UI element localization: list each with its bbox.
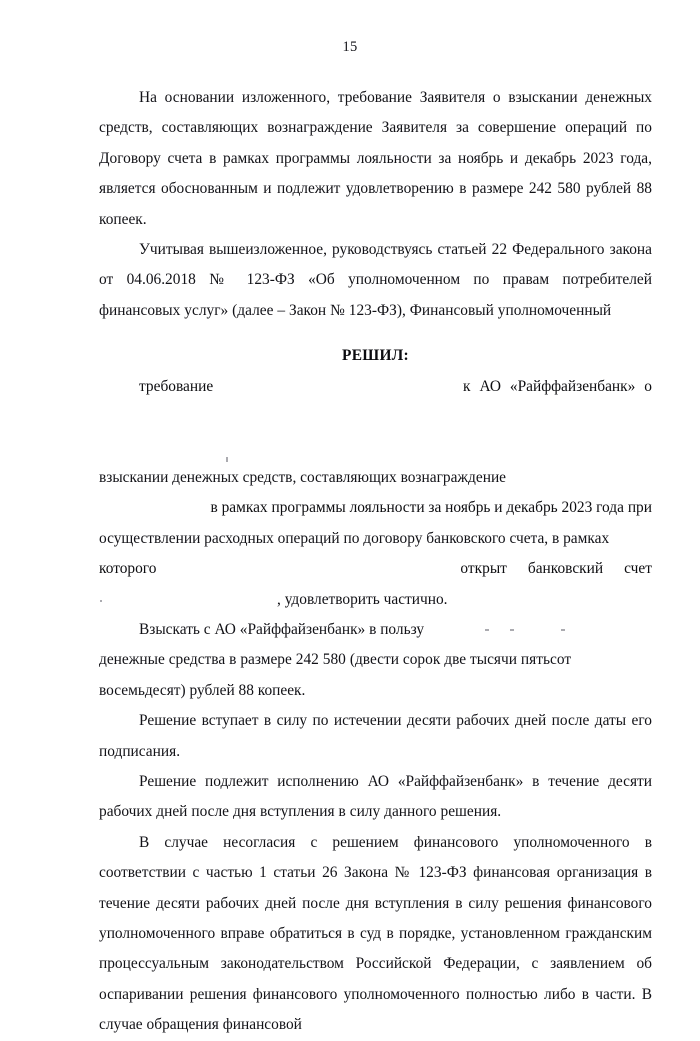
ruling-line-3 [99, 493, 652, 523]
heading-resolved: РЕШИЛ: [342, 347, 409, 365]
ruling-word-bank: «Райффайзенбанк» [509, 377, 636, 395]
ruling-line-6-text: , удовлетворить частично. [277, 590, 448, 608]
heading-spacer [99, 326, 652, 341]
recovery-amount-tail: восемьдесят) рублей 88 копеек. [99, 681, 306, 699]
ruling-line-1 [99, 372, 652, 463]
ruling-word-requirement: требование [139, 377, 214, 395]
redaction-speck [485, 629, 489, 631]
ruling-line-2: взыскании денежных средств, составляющих вознаграждение [99, 468, 507, 486]
paragraph-conclusion-amount: На основании изложенного, требование Заявителя о взыскании денежных средств, составляющих вознаграждение Заявителя за совершение операций по Договору счета в рамках программы лояльности за ноябрь и декабрь 2023 года, является обоснованным и подлежит удовлетворению в размере 242 580 рублей 88 копеек. [99, 89, 652, 228]
redaction-claimant-name [222, 372, 454, 463]
ruling-line-3-text: в рамках программы лояльности за ноябрь и декабрь 2023 года при [210, 499, 652, 517]
ruling-word-account: счет [624, 560, 652, 578]
recovery-amount-text: денежные средства в размере 242 580 (двести сорок две тысячи пятьсот [99, 651, 572, 669]
ruling-line-6 [99, 585, 652, 615]
ruling-word-ao: АО [479, 377, 501, 395]
ruling-word-opened: открыт [460, 560, 507, 578]
paragraph-execution-term: Решение подлежит исполнению АО «Райффайзенбанк» в течение десяти рабочих дней после дня вступления в силу данного решения. [99, 772, 652, 821]
ruling-word-bank-adj: банковский [527, 560, 604, 578]
ruling-line-4: осуществлении расходных операций по договору банковского счета, в рамках [99, 529, 610, 547]
ruling-line-5 [99, 554, 652, 584]
paragraph-appeal-rights: В случае несогласия с решением финансового уполномоченного в соответствии с частью 1 статьи 26 Закона № 123-ФЗ финансовая организация в течение десяти рабочих дней после дня вступления в силу решения финансового уполномоченного вправе обратиться в суд в порядке, установленном гражданским процессуальным законодательством Российской Федерации, с заявлением об оспаривании решения финансового уполномоченного полностью либо в части. В случае обращения финансовой [99, 833, 652, 1034]
ruling-word-about: о [644, 377, 652, 395]
recovery-line-1-text: Взыскать с АО «Райффайзенбанк» в пользу [139, 620, 425, 638]
ruling-word-to: к [463, 377, 471, 395]
document-body [99, 83, 652, 1041]
ruling-word-which: которого [99, 560, 157, 578]
redaction-speck [226, 457, 228, 462]
redaction-speck [561, 629, 565, 631]
paragraph-effective-date: Решение вступает в силу по истечении десяти рабочих дней после даты его подписания. [99, 712, 652, 760]
redaction-speck [510, 629, 514, 631]
recovery-line-1 [99, 615, 652, 645]
paragraph-legal-basis: Учитывая вышеизложенное, руководствуясь статьей 22 Федерального закона от 04.06.2018 № 123-ФЗ «Об уполномоченном по правам потребителей финансовых услуг» (далее – Закон № 123-ФЗ), Финансовый уполномоченный [99, 241, 652, 319]
redaction-speck [100, 600, 102, 602]
page-number: 15 [342, 39, 358, 55]
